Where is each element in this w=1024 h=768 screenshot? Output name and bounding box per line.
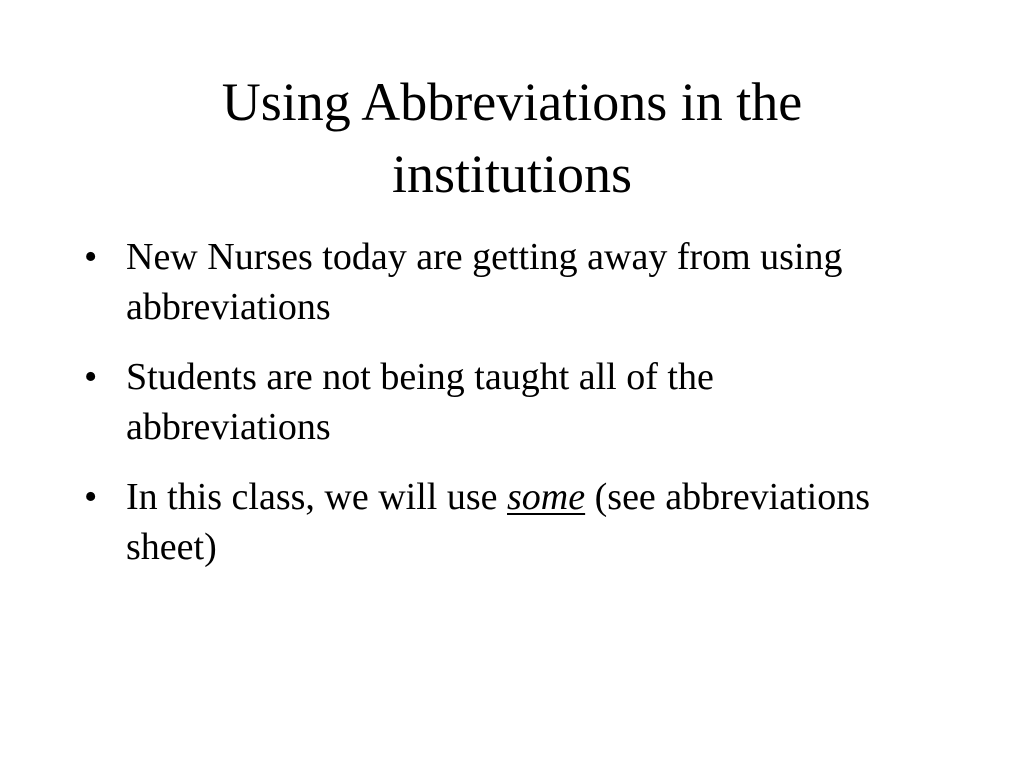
bullet-list (84, 232, 904, 592)
emphasized-word: some (507, 476, 586, 518)
bullet-icon: • (84, 476, 98, 518)
bullet-text: Students are not being taught all of the abbreviations (126, 356, 714, 448)
bullet-item (84, 352, 904, 452)
bullet-icon: • (84, 356, 98, 398)
bullet-text: New Nurses today are getting away from using abbreviations (126, 236, 843, 328)
bullet-text (126, 476, 870, 568)
bullet-text-after: (see abbreviations sheet) (126, 476, 871, 568)
bullet-icon: • (84, 236, 98, 278)
slide-title: Using Abbreviations in the institutions (221, 72, 803, 204)
bullet-item (84, 232, 904, 332)
bullet-item (84, 472, 904, 572)
bullet-text-before: In this class, we will use (126, 476, 508, 518)
